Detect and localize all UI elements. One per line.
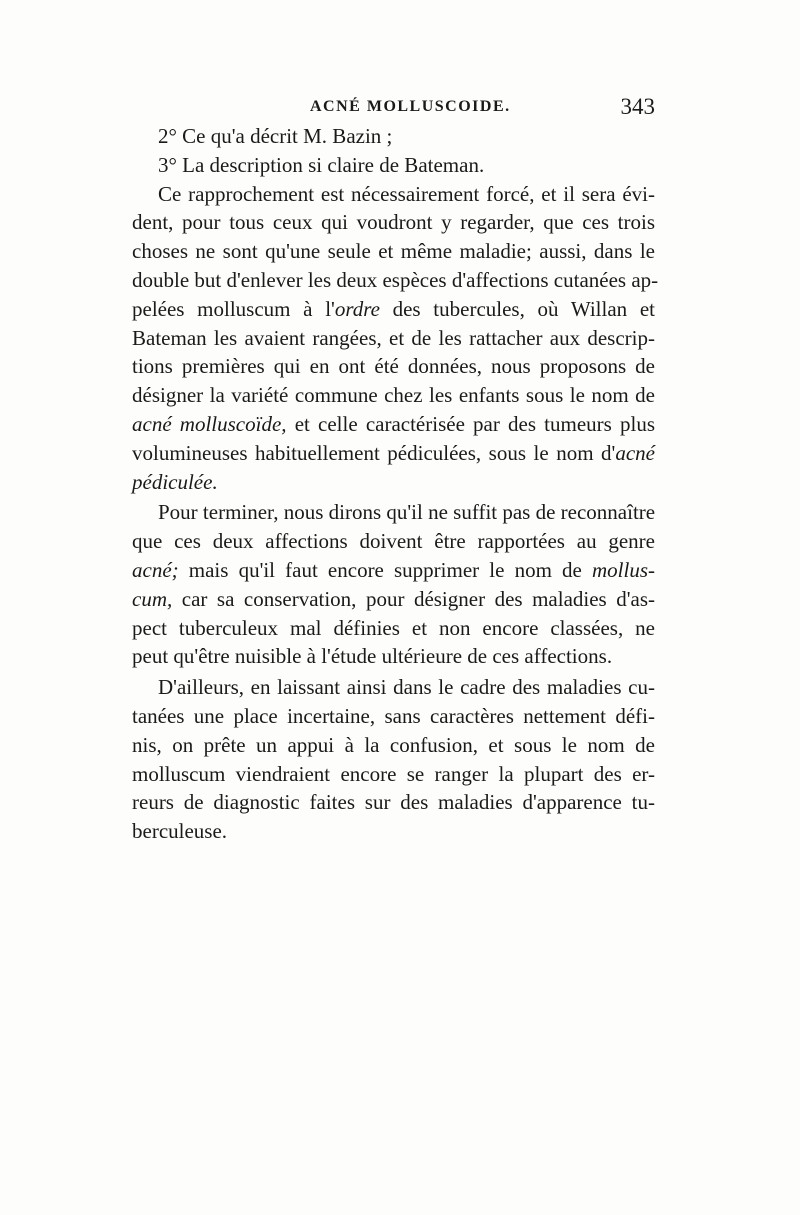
line-text: choses ne sont qu'une seule et même maladie; aussi, dans le [132,239,655,264]
line-text: Pour terminer, nous dirons qu'il ne suffit pas de reconnaître [158,500,656,525]
text-line [132,731,655,760]
italic-text: mollus- [592,557,655,582]
italic-text: acné molluscoïde, [132,411,287,436]
text-line [132,439,655,468]
italic-text: acné; [132,557,179,582]
line-text: tions premières qui en ont été données, nous proposons de [132,354,655,379]
line-text: nis, on prête un appui à la confusion, et sous le nom de [132,732,655,757]
text-line [132,237,655,266]
page-number: 343 [620,94,655,119]
italic-text: acné [615,440,655,465]
text-line [132,760,655,789]
text-line [132,585,655,614]
text-line [132,324,655,353]
line-text: mais qu'il faut encore supprimer le nom de [178,557,592,582]
italic-text: cum, [132,586,173,611]
text-line [132,642,655,671]
line-text: reurs de diagnostic faites sur des maladies d'apparence tu- [132,790,655,815]
text-line [132,702,655,731]
line-text: 3° La description si claire de Bateman. [158,152,485,177]
line-text: car sa conservation, pour désigner des maladies d'as- [172,586,655,611]
text-line [132,556,655,585]
line-text: volumineuses habituellement pédiculées, sous le nom d' [132,440,616,465]
line-text: pect tuberculeux mal définies et non encore classées, ne [132,615,655,640]
text-line [132,180,655,209]
text-line [132,208,655,237]
line-text: Ce rapprochement est nécessairement forcé, et il sera évi- [158,181,655,206]
text-line [132,295,655,324]
text-line [132,151,655,180]
text-line [132,527,655,556]
line-text: 2° Ce qu'a décrit M. Bazin ; [158,124,393,148]
text-line [132,468,655,497]
line-text: Bateman les avaient rangées, et de les rattacher aux descrip- [132,325,655,350]
text-line [132,673,655,702]
text-line [132,381,655,410]
line-text: peut qu'être nuisible à l'étude ultérieure de ces affections. [132,644,613,669]
text-line [132,817,655,846]
text-line [132,266,659,295]
body-text [132,122,659,846]
running-title: ACNÉ MOLLUSCOIDE. [310,98,511,115]
italic-text: ordre [334,296,380,321]
text-line [132,122,655,151]
text-line [132,498,655,527]
line-text: D'ailleurs, en laissant ainsi dans le cadre des maladies cu- [158,675,655,700]
line-text: dent, pour tous ceux qui voudront y regarder, que ces trois [132,210,655,235]
text-line [132,614,655,643]
line-text: double but d'enlever les deux espèces d'affections cutanées ap- [132,267,659,292]
text-line [132,352,655,381]
line-text: désigner la variété commune chez les enfants sous le nom de [132,383,655,408]
text-line [132,788,655,817]
line-text: des tubercules, où Willan et [379,296,655,321]
line-text: molluscum viendraient encore se ranger la plupart des er- [132,761,655,786]
line-text: tanées une place incertaine, sans caractères nettement défi- [132,703,655,728]
line-text: berculeuse. [132,819,228,844]
line-text: et celle caractérisée par des tumeurs plus [286,411,655,436]
line-text: pelées molluscum à l' [132,296,335,321]
text-line [132,410,655,439]
line-text: que ces deux affections doivent être rapportées au genre [132,529,655,554]
italic-text: pédiculée. [132,469,218,494]
